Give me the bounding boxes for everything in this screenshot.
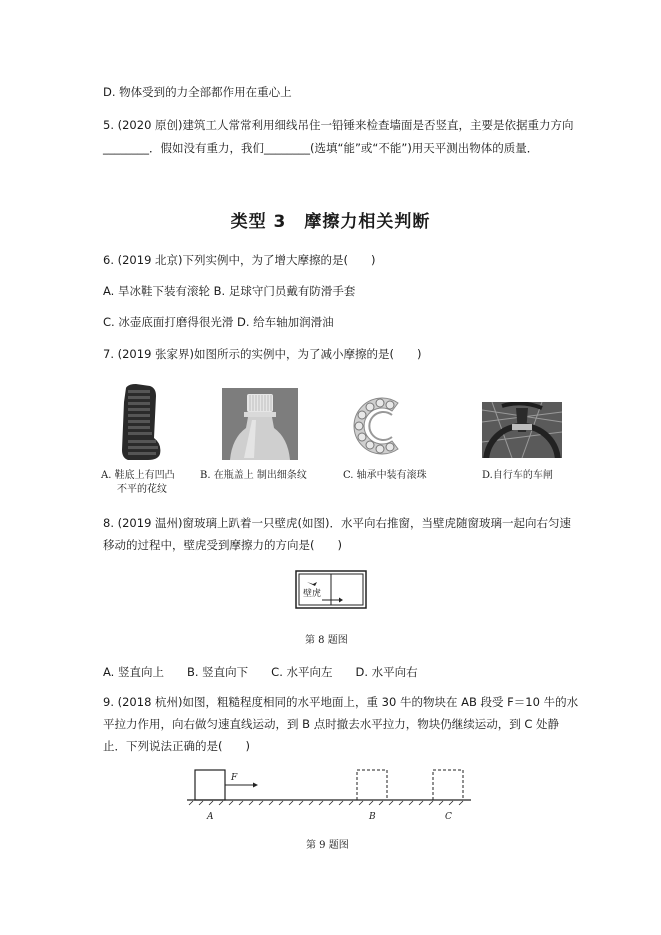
q7-caption-d: D.自行车的车闸	[482, 470, 553, 481]
q9-line-2: 平拉力作用，向右做匀速直线运动，到 B 点时撤去水平拉力，物块仍继续运动，到 C 处静	[103, 717, 560, 731]
q8-line-2: 移动的过程中，壁虎受到摩擦力的方向是( )	[103, 538, 342, 552]
ball-bearing-image	[352, 393, 412, 459]
q4-option-d: D. 物体受到的力全部都作用在重心上	[103, 85, 292, 99]
point-b-label: B	[369, 812, 376, 822]
q8-options: A. 竖直向上 B. 竖直向下 C. 水平向左 D. 水平向右	[103, 665, 418, 679]
point-c-label: C	[445, 812, 452, 822]
q8-line-1: 8. (2019 温州)窗玻璃上趴着一只壁虎(如图)．水平向右推窗，当壁虎随窗玻璃一起向右匀速	[103, 516, 571, 530]
q6-stem: 6. (2019 北京)下列实例中，为了增大摩擦的是( )	[103, 253, 376, 267]
bicycle-brake-image	[482, 402, 562, 458]
ground-blocks-figure	[185, 766, 475, 824]
point-a-label: A	[207, 812, 214, 822]
q6-options-cd: C. 冰壶底面打磨得很光滑 D. 给车轴加润滑油	[103, 315, 334, 329]
q9-line-1: 9. (2018 杭州)如图，粗糙程度相同的水平地面上，重 30 牛的物块在 AB 段受 F＝10 牛的水	[103, 695, 579, 709]
q7-caption-a-line1: A. 鞋底上有凹凸	[101, 470, 175, 481]
q8-figure-caption: 第 8 题图	[305, 635, 348, 646]
q6-options-ab: A. 旱冰鞋下装有滚轮 B. 足球守门员戴有防滑手套	[103, 284, 356, 298]
gecko-label: 壁虎	[303, 589, 322, 599]
q7-caption-b: B. 在瓶盖上 制出细条纹	[200, 470, 307, 481]
q7-stem: 7. (2019 张家界)如图所示的实例中，为了减小摩擦的是( )	[103, 347, 422, 361]
force-f-label: F	[231, 773, 238, 783]
window-gecko-figure	[295, 570, 367, 610]
q7-caption-c: C. 轴承中装有滚珠	[343, 470, 427, 481]
q7-caption-a-line2: 不平的花纹	[117, 484, 167, 495]
bottle-cap-image	[222, 388, 298, 460]
q9-figure-caption: 第 9 题图	[306, 840, 349, 851]
q9-line-3: 止．下列说法正确的是( )	[103, 739, 250, 753]
q5-line-1: 5. (2020 原创)建筑工人常常利用细线吊住一铅锤来检查墙面是否竖直，主要是依据重力方向	[103, 118, 574, 132]
q5-line-2: ________．假如没有重力，我们________(选填“能”或“不能”)用天平测出物体的质量．	[103, 141, 539, 155]
boot-sole-image	[118, 382, 164, 462]
section-heading: 类型 3 摩擦力相关判断	[230, 212, 431, 232]
